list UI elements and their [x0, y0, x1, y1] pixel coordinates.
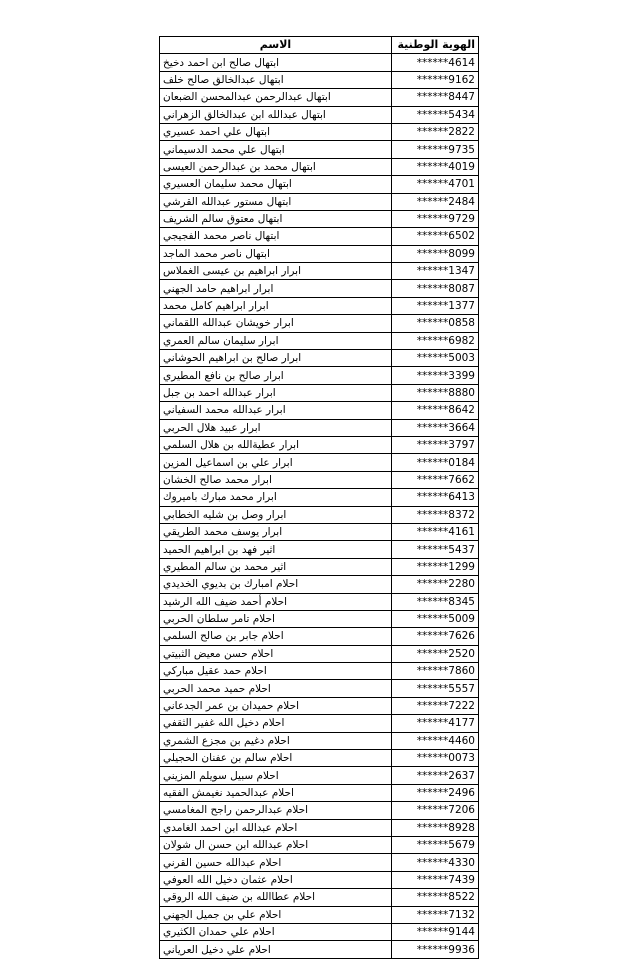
name-cell: احلام عبدالله حسين القرني	[160, 854, 392, 871]
table-row	[160, 402, 479, 419]
table-row	[160, 315, 479, 332]
table-row	[160, 436, 479, 453]
table-row	[160, 210, 479, 227]
table-row	[160, 350, 479, 367]
table-row	[160, 176, 479, 193]
national-id-cell: ******7626	[392, 628, 479, 645]
national-id-cell: ******6413	[392, 489, 479, 506]
national-id-cell: ******5009	[392, 610, 479, 627]
table-row	[160, 506, 479, 523]
name-cell: احلام سبيل سويلم المزيني	[160, 767, 392, 784]
name-cell: ابتهال عبدالرحمن عبدالمحسن الضبعان	[160, 89, 392, 106]
national-id-cell: ******3797	[392, 436, 479, 453]
national-id-cell: ******2496	[392, 784, 479, 801]
name-cell: ابتهال معتوق سالم الشريف	[160, 210, 392, 227]
name-cell: احلام دغيم بن مجزع الشمري	[160, 732, 392, 749]
table-row	[160, 715, 479, 732]
national-id-cell: ******4330	[392, 854, 479, 871]
name-cell: ابتهال محمد بن عبدالرحمن العيسى	[160, 158, 392, 175]
name-cell: ابتهال ناصر محمد الماجد	[160, 245, 392, 262]
name-cell: ابرار سليمان سالم العمري	[160, 332, 392, 349]
national-id-cell: ******8372	[392, 506, 479, 523]
national-id-cell: ******2484	[392, 193, 479, 210]
national-id-cell: ******4019	[392, 158, 479, 175]
national-id-cell: ******4177	[392, 715, 479, 732]
name-cell: اثير فهد بن ابراهيم الحميد	[160, 541, 392, 558]
name-cell: اثير محمد بن سالم المطيري	[160, 558, 392, 575]
name-cell: احلام تامر سلطان الحربي	[160, 610, 392, 627]
national-id-cell: ******4614	[392, 54, 479, 71]
national-id-cell: ******0184	[392, 454, 479, 471]
table-row	[160, 54, 479, 71]
name-cell: احلام عثمان دخيل الله العوفي	[160, 871, 392, 888]
table-row	[160, 697, 479, 714]
national-id-cell: ******1347	[392, 263, 479, 280]
table-row	[160, 767, 479, 784]
header-name: الاسم	[160, 37, 392, 54]
table-row	[160, 836, 479, 853]
table-row	[160, 263, 479, 280]
name-cell: ابتهال محمد سليمان العسيري	[160, 176, 392, 193]
header-row	[160, 37, 479, 54]
table-row	[160, 854, 479, 871]
records-sheet	[159, 36, 479, 959]
name-cell: ابرار عبدالله محمد السفياني	[160, 402, 392, 419]
name-cell: ابتهال عبدالخالق صالح خلف	[160, 71, 392, 88]
table-row	[160, 489, 479, 506]
name-cell: احلام علي بن جميل الجهني	[160, 906, 392, 923]
table-row	[160, 245, 479, 262]
name-cell: ابتهال ناصر محمد الفجيجي	[160, 228, 392, 245]
table-row	[160, 419, 479, 436]
national-id-cell: ******8880	[392, 384, 479, 401]
name-cell: احلام عبدالله ابن حسن ال شولان	[160, 836, 392, 853]
national-id-cell: ******8099	[392, 245, 479, 262]
name-cell: ابرار وصل بن شليه الخطابي	[160, 506, 392, 523]
name-cell: ابتهال مستور عبدالله القرشي	[160, 193, 392, 210]
name-cell: ابرار ابراهيم بن عيسى الغملاس	[160, 263, 392, 280]
name-cell: احلام علي حمدان الكثيري	[160, 923, 392, 940]
name-cell: احلام عبدالله ابن احمد الغامدي	[160, 819, 392, 836]
table-row	[160, 367, 479, 384]
table-row	[160, 871, 479, 888]
national-id-cell: ******9729	[392, 210, 479, 227]
national-id-cell: ******5679	[392, 836, 479, 853]
name-cell: ابتهال صالح ابن احمد دخيخ	[160, 54, 392, 71]
name-cell: احلام حسن معيض الثبيتي	[160, 645, 392, 662]
national-id-cell: ******8522	[392, 889, 479, 906]
name-cell: ابرار صالح بن نافع المطيري	[160, 367, 392, 384]
table-row	[160, 819, 479, 836]
national-id-cell: ******6502	[392, 228, 479, 245]
table-row	[160, 297, 479, 314]
name-cell: ابرار يوسف محمد الطريقي	[160, 523, 392, 540]
national-id-cell: ******8345	[392, 593, 479, 610]
national-id-cell: ******8642	[392, 402, 479, 419]
table-row	[160, 923, 479, 940]
table-body	[160, 54, 479, 958]
name-cell: ابرار عبدالله احمد بن جبل	[160, 384, 392, 401]
table-row	[160, 784, 479, 801]
name-cell: ابرار ابراهيم حامد الجهني	[160, 280, 392, 297]
name-cell: ابتهال علي محمد الدسيماني	[160, 141, 392, 158]
table-row	[160, 89, 479, 106]
table-row	[160, 889, 479, 906]
name-cell: ابرار خويشان عبدالله اللقماني	[160, 315, 392, 332]
national-id-cell: ******7206	[392, 802, 479, 819]
national-id-cell: ******5434	[392, 106, 479, 123]
name-cell: ابرار عطيةالله بن هلال السلمي	[160, 436, 392, 453]
name-cell: احلام أحمد ضيف الله الرشيد	[160, 593, 392, 610]
national-id-cell: ******4460	[392, 732, 479, 749]
national-id-cell: ******7132	[392, 906, 479, 923]
national-id-cell: ******8087	[392, 280, 479, 297]
national-id-cell: ******1299	[392, 558, 479, 575]
national-id-cell: ******9936	[392, 941, 479, 958]
national-id-cell: ******8928	[392, 819, 479, 836]
national-id-cell: ******5003	[392, 350, 479, 367]
table-row	[160, 106, 479, 123]
header-national-id: الهوية الوطنية	[392, 37, 479, 54]
records-table	[159, 36, 479, 959]
name-cell: ابرار ابراهيم كامل محمد	[160, 297, 392, 314]
national-id-cell: ******3399	[392, 367, 479, 384]
national-id-cell: ******5557	[392, 680, 479, 697]
table-row	[160, 454, 479, 471]
table-row	[160, 663, 479, 680]
table-row	[160, 750, 479, 767]
name-cell: ابرار صالح بن ابراهيم الحوشاني	[160, 350, 392, 367]
table-row	[160, 384, 479, 401]
table-row	[160, 906, 479, 923]
name-cell: احلام عبدالحميد نغيمش الفقيه	[160, 784, 392, 801]
name-cell: احلام سالم بن عفنان الحجيلي	[160, 750, 392, 767]
national-id-cell: ******2280	[392, 576, 479, 593]
table-row	[160, 123, 479, 140]
name-cell: احلام حمد عقيل مباركي	[160, 663, 392, 680]
national-id-cell: ******9735	[392, 141, 479, 158]
national-id-cell: ******8447	[392, 89, 479, 106]
name-cell: ابتهال عبدالله ابن عبدالخالق الزهراني	[160, 106, 392, 123]
name-cell: ابرار عبيد هلال الحربي	[160, 419, 392, 436]
national-id-cell: ******6982	[392, 332, 479, 349]
table-row	[160, 680, 479, 697]
national-id-cell: ******4701	[392, 176, 479, 193]
table-row	[160, 158, 479, 175]
national-id-cell: ******5437	[392, 541, 479, 558]
table-row	[160, 71, 479, 88]
national-id-cell: ******9144	[392, 923, 479, 940]
national-id-cell: ******9162	[392, 71, 479, 88]
table-row	[160, 941, 479, 958]
name-cell: احلام حميد محمد الحربي	[160, 680, 392, 697]
national-id-cell: ******7439	[392, 871, 479, 888]
name-cell: احلام علي دخيل العرياني	[160, 941, 392, 958]
national-id-cell: ******4161	[392, 523, 479, 540]
name-cell: احلام عبدالرحمن راجح المغامسي	[160, 802, 392, 819]
national-id-cell: ******3664	[392, 419, 479, 436]
name-cell: ابرار محمد صالح الخشان	[160, 471, 392, 488]
national-id-cell: ******1377	[392, 297, 479, 314]
table-row	[160, 802, 479, 819]
table-row	[160, 141, 479, 158]
table-row	[160, 332, 479, 349]
name-cell: احلام عطاالله بن ضيف الله الروقي	[160, 889, 392, 906]
national-id-cell: ******2822	[392, 123, 479, 140]
national-id-cell: ******7222	[392, 697, 479, 714]
table-row	[160, 228, 479, 245]
national-id-cell: ******2637	[392, 767, 479, 784]
national-id-cell: ******2520	[392, 645, 479, 662]
table-row	[160, 732, 479, 749]
table-row	[160, 558, 479, 575]
national-id-cell: ******0858	[392, 315, 479, 332]
national-id-cell: ******7860	[392, 663, 479, 680]
table-row	[160, 523, 479, 540]
table-row	[160, 471, 479, 488]
name-cell: احلام امبارك بن بديوي الخديدي	[160, 576, 392, 593]
table-row	[160, 576, 479, 593]
table-row	[160, 593, 479, 610]
table-row	[160, 645, 479, 662]
table-row	[160, 193, 479, 210]
name-cell: ابرار علي بن اسماعيل المزين	[160, 454, 392, 471]
table-row	[160, 628, 479, 645]
name-cell: ابرار محمد مبارك باميروك	[160, 489, 392, 506]
name-cell: احلام دخيل الله غفير الثقفي	[160, 715, 392, 732]
national-id-cell: ******0073	[392, 750, 479, 767]
national-id-cell: ******7662	[392, 471, 479, 488]
table-row	[160, 610, 479, 627]
name-cell: احلام حميدان بن عمر الجدعاني	[160, 697, 392, 714]
name-cell: احلام جابر بن صالح السلمي	[160, 628, 392, 645]
name-cell: ابتهال علي احمد عسيري	[160, 123, 392, 140]
table-row	[160, 541, 479, 558]
table-row	[160, 280, 479, 297]
